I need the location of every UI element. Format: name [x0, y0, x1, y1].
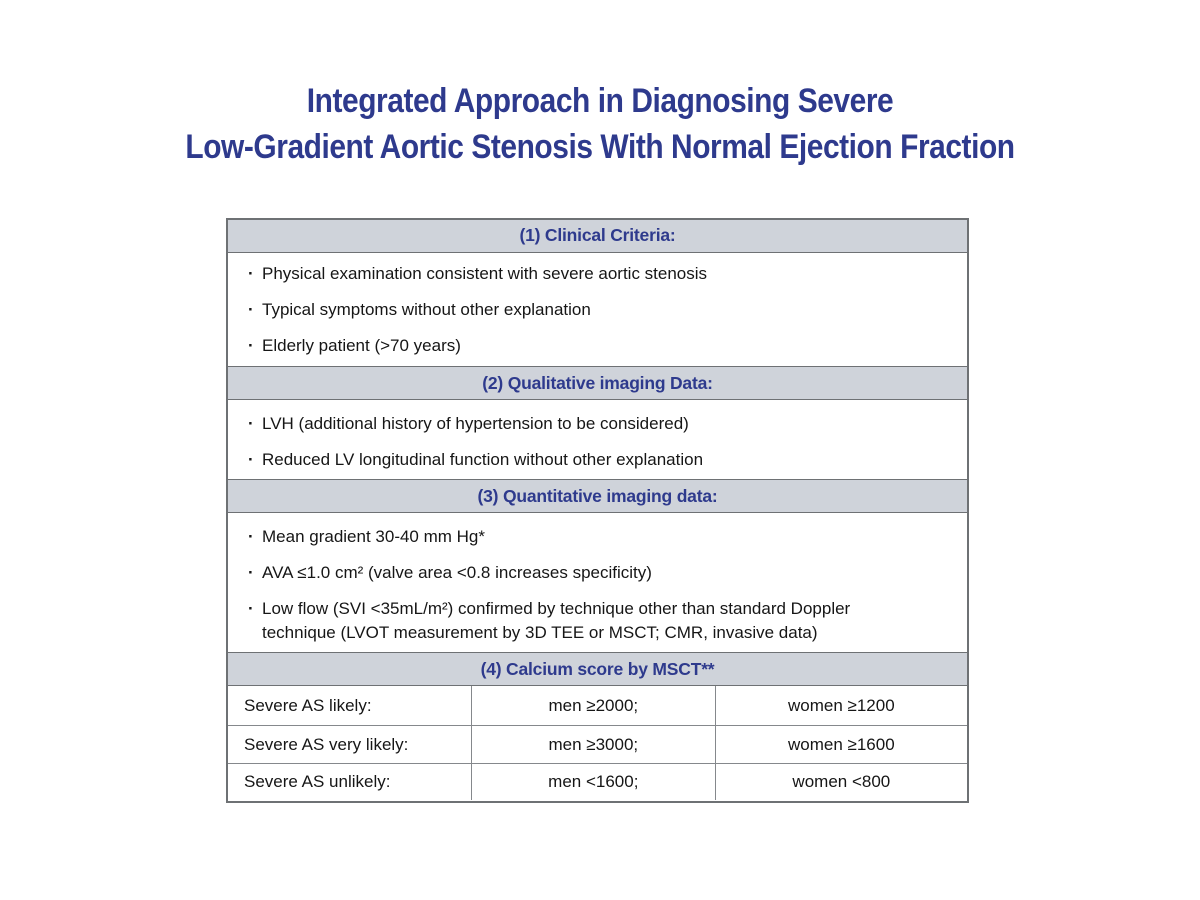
list-item [248, 412, 949, 436]
section-header-clinical-criteria: (1) Clinical Criteria: [228, 220, 967, 253]
section-header-qualitative-imaging: (2) Qualitative imaging Data: [228, 366, 967, 400]
page-title [0, 78, 1200, 170]
bullet-text: Physical examination consistent with severe aortic stenosis [262, 264, 708, 283]
table-cell-likely-women: women ≥1200 [716, 686, 967, 726]
bullet-icon: · [248, 264, 254, 283]
section-header-quantitative-imaging: (3) Quantitative imaging data: [228, 479, 967, 513]
bullet-text: AVA ≤1.0 cm² (valve area <0.8 increases specificity) [262, 563, 652, 582]
bullet-text: LVH (additional history of hypertension to be considered) [262, 414, 689, 433]
bullet-text: Reduced LV longitudinal function without other explanation [262, 450, 704, 469]
bullet-text: Mean gradient 30-40 mm Hg* [262, 527, 486, 546]
section-body-clinical-criteria [228, 253, 967, 366]
calcium-score-table [228, 686, 967, 800]
list-item [248, 334, 949, 358]
bullet-icon: · [248, 450, 254, 469]
table-cell-likely-label: Severe AS likely: [228, 686, 472, 726]
diagnostic-criteria-table [226, 218, 969, 803]
bullet-text: Typical symptoms without other explanation [262, 300, 591, 319]
page-title-line-1: Integrated Approach in Diagnosing Severe [306, 82, 894, 120]
list-item [248, 262, 949, 286]
bullet-text: Low flow (SVI <35mL/m²) confirmed by technique other than standard Doppler technique (LVOT measurement by 3D TEE or MSCT; CMR, invasive data) [262, 599, 851, 642]
bullet-text: Elderly patient (>70 years) [262, 336, 461, 355]
bullet-icon: · [248, 336, 254, 355]
list-item [248, 298, 949, 322]
list-item [248, 597, 949, 645]
table-cell-very-likely-men: men ≥3000; [472, 726, 716, 764]
bullet-icon: · [248, 599, 254, 618]
section-body-qualitative-imaging [228, 400, 967, 479]
section-header-calcium-score: (4) Calcium score by MSCT** [228, 652, 967, 686]
table-cell-unlikely-women: women <800 [716, 764, 967, 800]
table-cell-very-likely-label: Severe AS very likely: [228, 726, 472, 764]
list-item [248, 448, 949, 472]
table-cell-unlikely-men: men <1600; [472, 764, 716, 800]
table-cell-unlikely-label: Severe AS unlikely: [228, 764, 472, 800]
bullet-icon: · [248, 563, 254, 582]
page-title-line-2: Low-Gradient Aortic Stenosis With Normal Ejection Fraction [185, 128, 1015, 166]
table-cell-very-likely-women: women ≥1600 [716, 726, 967, 764]
list-item [248, 561, 949, 585]
list-item [248, 525, 949, 549]
bullet-icon: · [248, 300, 254, 319]
bullet-icon: · [248, 527, 254, 546]
table-cell-likely-men: men ≥2000; [472, 686, 716, 726]
bullet-icon: · [248, 414, 254, 433]
section-body-quantitative-imaging [228, 513, 967, 652]
